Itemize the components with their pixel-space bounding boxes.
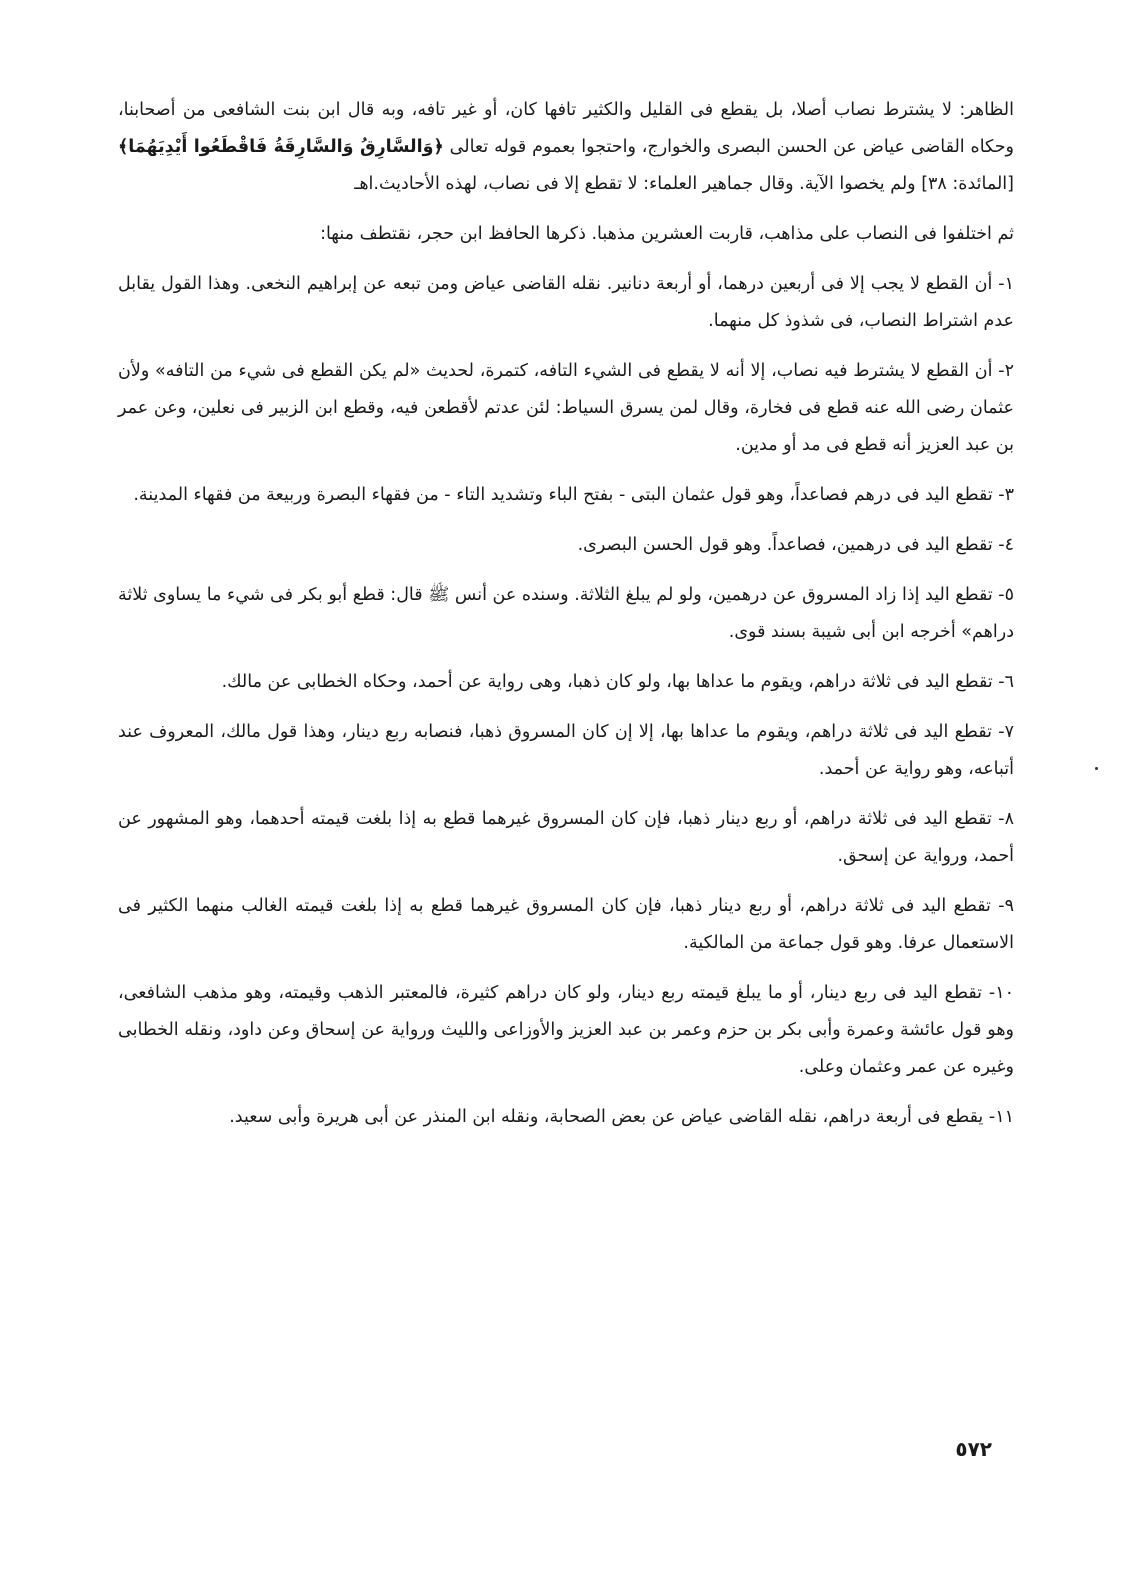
list-item: ٤- تقطع اليد فى درهمين، فصاعداً. وهو قول الحسن البصرى. [577,535,1014,555]
intro-text-continued: [المائدة: ٣٨] ولم يخصوا الآية. وقال جماهير العلماء: لا تقطع إلا فى نصاب، لهذه الأحاديث.اهـ [354,174,1014,194]
list-item: ١٠- تقطع اليد فى ربع دينار، أو ما يبلغ قيمته ربع دينار، ولو كان دراهم كثيرة، فالمعتبر الذهب وقيمته، وهو مذهب الشافعى، وهو قول عائشة وعمرة وأبى بكر بن حزم وعمر بن عبد العزيز والأوزاعى والليث ورواية عن إسحاق وعن داود، ونقله الخطابى وغيره عن عمر وعثمان وعلى. [118,983,1014,1077]
list-item: ٦- تقطع اليد فى ثلاثة دراهم، ويقوم ما عداها بها، ولو كان ذهبا، وهى رواية عن أحمد، وحكاه الخطابى عن مالك. [221,672,1014,692]
list-item: ٩- تقطع اليد فى ثلاثة دراهم، أو ربع دينار ذهبا، فإن كان المسروق غيرهما قطع به إذا بلغت قيمته الغالب منهما الكثير فى الاستعمال عرفا. وهو قول جماعة من المالكية. [118,896,1014,953]
quran-quote: ﴿وَالسَّارِقُ وَالسَّارِقَةُ فَاقْطَعُوا أَيْدِيَهُمَا﴾ [118,137,444,157]
list-item: ١١- يقطع فى أربعة دراهم، نقله القاضى عياض عن بعض الصحابة، ونقله ابن المنذر عن أبى هريرة وأبى سعيد. [229,1107,1014,1127]
page-number: ٥٧٢ [955,1437,992,1461]
intro-paragraph [118,92,1014,203]
margin-speck [1095,767,1098,770]
list-item: ٨- تقطع اليد فى ثلاثة دراهم، أو ربع دينار ذهبا، فإن كان المسروق غيرهما قطع به إذا بلغت قيمته أحدهما، وهو المشهور عن أحمد، ورواية عن إسحق. [118,809,1014,866]
summary-paragraph: ثم اختلفوا فى النصاب على مذاهب، قاربت العشرين مذهبا. ذكرها الحافظ ابن حجر، نقتطف منها: [320,224,1014,244]
list-item: ٥- تقطع اليد إذا زاد المسروق عن درهمين، ولو لم يبلغ الثلاثة. وسنده عن أنس ﷺ قال: قطع أبو بكر فى شيء ما يساوى ثلاثة دراهم» أخرجه ابن أبى شيبة بسند قوى. [118,585,1014,642]
list-item: ٧- تقطع اليد فى ثلاثة دراهم، ويقوم ما عداها بها، إلا إن كان المسروق ذهبا، فنصابه ربع دينار، وهذا قول مالك، المعروف عند أتباعه، وهو رواية عن أحمد. [118,722,1014,779]
page-body [118,92,1014,1149]
intro-text: الظاهر: لا يشترط نصاب أصلا، بل يقطع فى القليل والكثير تافها كان، أو غير تافه، وبه قال ابن بنت الشافعى من أصحابنا، وحكاه القاضى عياض عن الحسن البصرى والخوارج، واحتجوا بعموم قوله تعالى [118,100,1014,157]
list-item: ١- أن القطع لا يجب إلا فى أربعين درهما، أو أربعة دنانير. نقله القاضى عياض ومن تبعه عن إبراهيم النخعى. وهذا القول يقابل عدم اشتراط النصاب، فى شذوذ كل منهما. [118,274,1014,331]
list-item: ٣- تقطع اليد فى درهم فصاعداً، وهو قول عثمان البتى - بفتح الباء وتشديد التاء - من فقهاء البصرة وربيعة من فقهاء المدينة. [133,485,1014,505]
list-item: ٢- أن القطع لا يشترط فيه نصاب، إلا أنه لا يقطع فى الشيء التافه، كتمرة، لحديث «لم يكن القطع فى شيء من التافه» ولأن عثمان رضى الله عنه قطع فى فخارة، وقال لمن يسرق السياط: لئن عدتم لأقطعن فيه، وقطع ابن الزبير فى نعلين، وعن عمر بن عبد العزيز أنه قطع فى مد أو مدين. [118,361,1014,455]
